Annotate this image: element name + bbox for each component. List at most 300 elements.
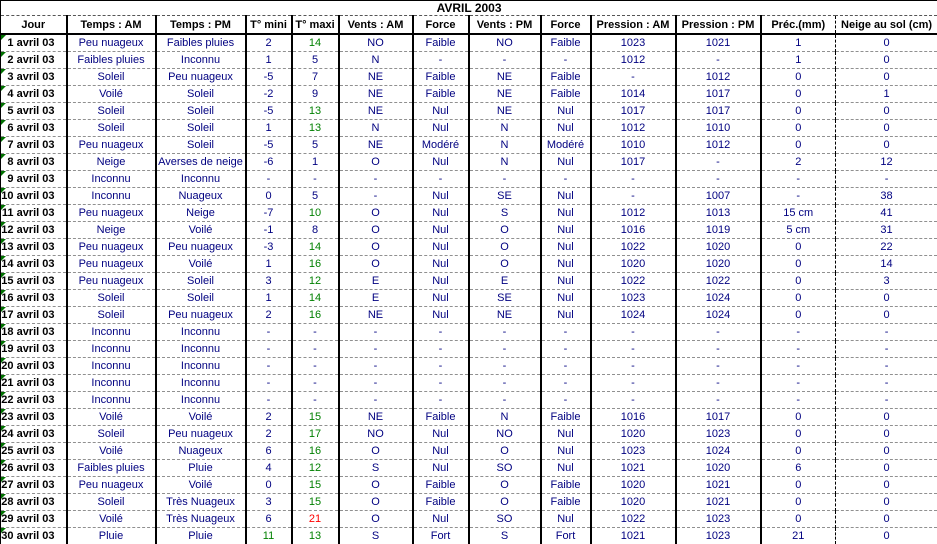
cell-prec-mm[interactable]: - xyxy=(761,358,836,375)
cell-neige-sol[interactable]: 0 xyxy=(836,511,937,528)
cell-t-mini[interactable]: 11 xyxy=(246,528,292,544)
cell-pression-pm[interactable]: 1024 xyxy=(676,290,761,307)
cell-vents-pm[interactable]: NO xyxy=(469,426,541,443)
cell-t-maxi[interactable]: 13 xyxy=(292,103,339,120)
cell-prec-mm[interactable]: - xyxy=(761,341,836,358)
cell-jour[interactable]: 22 avril 03 xyxy=(1,392,67,409)
cell-t-mini[interactable]: 2 xyxy=(246,409,292,426)
cell-temps-pm[interactable]: Neige xyxy=(156,205,246,222)
cell-force-pm[interactable]: - xyxy=(541,392,591,409)
cell-force-pm[interactable]: - xyxy=(541,171,591,188)
cell-force-pm[interactable]: Faible xyxy=(541,409,591,426)
cell-jour[interactable]: 17 avril 03 xyxy=(1,307,67,324)
cell-neige-sol[interactable]: 22 xyxy=(836,239,937,256)
cell-vents-am[interactable]: O xyxy=(339,256,413,273)
cell-temps-am[interactable]: Soleil xyxy=(67,120,156,137)
cell-prec-mm[interactable]: 0 xyxy=(761,494,836,511)
cell-temps-pm[interactable]: Peu nuageux xyxy=(156,307,246,324)
cell-pression-am[interactable]: - xyxy=(591,324,676,341)
cell-t-maxi[interactable]: 13 xyxy=(292,528,339,544)
cell-vents-pm[interactable]: - xyxy=(469,341,541,358)
cell-force-am[interactable]: Nul xyxy=(413,256,469,273)
cell-vents-pm[interactable]: S xyxy=(469,205,541,222)
cell-prec-mm[interactable]: - xyxy=(761,392,836,409)
cell-jour[interactable]: 6 avril 03 xyxy=(1,120,67,137)
cell-pression-pm[interactable]: - xyxy=(676,171,761,188)
cell-force-am[interactable]: - xyxy=(413,324,469,341)
cell-vents-am[interactable]: N xyxy=(339,120,413,137)
cell-temps-pm[interactable]: Peu nuageux xyxy=(156,69,246,86)
cell-t-mini[interactable]: -5 xyxy=(246,103,292,120)
cell-vents-pm[interactable]: SE xyxy=(469,290,541,307)
cell-temps-am[interactable]: Inconnu xyxy=(67,341,156,358)
cell-t-maxi[interactable]: 5 xyxy=(292,188,339,205)
col-header-t-maxi[interactable]: T° maxi xyxy=(292,16,339,35)
cell-t-maxi[interactable]: 15 xyxy=(292,477,339,494)
cell-vents-pm[interactable]: - xyxy=(469,375,541,392)
cell-force-am[interactable]: Faible xyxy=(413,34,469,52)
cell-force-am[interactable]: Nul xyxy=(413,205,469,222)
cell-pression-pm[interactable]: - xyxy=(676,358,761,375)
cell-neige-sol[interactable]: - xyxy=(836,341,937,358)
cell-prec-mm[interactable]: 0 xyxy=(761,477,836,494)
cell-pression-am[interactable]: 1016 xyxy=(591,409,676,426)
cell-temps-am[interactable]: Peu nuageux xyxy=(67,137,156,154)
cell-force-pm[interactable]: Nul xyxy=(541,239,591,256)
cell-pression-am[interactable]: - xyxy=(591,341,676,358)
cell-t-mini[interactable]: 1 xyxy=(246,290,292,307)
cell-neige-sol[interactable]: 0 xyxy=(836,460,937,477)
cell-vents-pm[interactable]: O xyxy=(469,443,541,460)
cell-prec-mm[interactable]: 15 cm xyxy=(761,205,836,222)
cell-t-mini[interactable]: 0 xyxy=(246,188,292,205)
cell-jour[interactable]: 2 avril 03 xyxy=(1,52,67,69)
cell-jour[interactable]: 24 avril 03 xyxy=(1,426,67,443)
cell-pression-am[interactable]: 1020 xyxy=(591,256,676,273)
cell-pression-pm[interactable]: 1023 xyxy=(676,426,761,443)
cell-force-am[interactable]: Nul xyxy=(413,222,469,239)
cell-force-pm[interactable]: Nul xyxy=(541,256,591,273)
cell-pression-pm[interactable]: 1021 xyxy=(676,494,761,511)
cell-temps-pm[interactable]: Faibles pluies xyxy=(156,34,246,52)
col-header-force-am[interactable]: Force xyxy=(413,16,469,35)
cell-t-mini[interactable]: 4 xyxy=(246,460,292,477)
cell-pression-am[interactable]: 1021 xyxy=(591,460,676,477)
cell-pression-pm[interactable]: 1023 xyxy=(676,511,761,528)
col-header-vents-am[interactable]: Vents : AM xyxy=(339,16,413,35)
cell-jour[interactable]: 19 avril 03 xyxy=(1,341,67,358)
cell-force-am[interactable]: Nul xyxy=(413,154,469,171)
cell-vents-am[interactable]: O xyxy=(339,205,413,222)
cell-jour[interactable]: 21 avril 03 xyxy=(1,375,67,392)
cell-neige-sol[interactable]: 0 xyxy=(836,34,937,52)
cell-neige-sol[interactable]: 0 xyxy=(836,528,937,544)
cell-t-maxi[interactable]: 14 xyxy=(292,290,339,307)
cell-vents-pm[interactable]: - xyxy=(469,324,541,341)
cell-t-maxi[interactable]: - xyxy=(292,324,339,341)
cell-pression-am[interactable]: 1023 xyxy=(591,290,676,307)
cell-pression-am[interactable]: 1012 xyxy=(591,52,676,69)
cell-pression-pm[interactable]: 1021 xyxy=(676,477,761,494)
cell-t-mini[interactable]: 2 xyxy=(246,307,292,324)
cell-vents-am[interactable]: E xyxy=(339,290,413,307)
cell-temps-pm[interactable]: Inconnu xyxy=(156,52,246,69)
cell-force-am[interactable]: Faible xyxy=(413,69,469,86)
cell-temps-pm[interactable]: Peu nuageux xyxy=(156,426,246,443)
cell-vents-am[interactable]: - xyxy=(339,341,413,358)
cell-force-pm[interactable]: Faible xyxy=(541,34,591,52)
cell-jour[interactable]: 4 avril 03 xyxy=(1,86,67,103)
cell-temps-pm[interactable]: Nuageux xyxy=(156,188,246,205)
cell-prec-mm[interactable]: - xyxy=(761,324,836,341)
cell-t-mini[interactable]: - xyxy=(246,341,292,358)
cell-force-am[interactable]: Nul xyxy=(413,307,469,324)
cell-vents-pm[interactable]: - xyxy=(469,52,541,69)
cell-pression-am[interactable]: 1010 xyxy=(591,137,676,154)
cell-neige-sol[interactable]: - xyxy=(836,375,937,392)
cell-vents-pm[interactable]: O xyxy=(469,222,541,239)
cell-jour[interactable]: 13 avril 03 xyxy=(1,239,67,256)
cell-pression-am[interactable]: 1012 xyxy=(591,205,676,222)
cell-vents-am[interactable]: NE xyxy=(339,137,413,154)
cell-pression-pm[interactable]: 1021 xyxy=(676,34,761,52)
cell-t-maxi[interactable]: 12 xyxy=(292,273,339,290)
cell-t-mini[interactable]: 1 xyxy=(246,120,292,137)
cell-vents-pm[interactable]: N xyxy=(469,137,541,154)
cell-neige-sol[interactable]: 0 xyxy=(836,307,937,324)
cell-t-maxi[interactable]: 5 xyxy=(292,137,339,154)
cell-vents-pm[interactable]: NE xyxy=(469,307,541,324)
cell-force-pm[interactable]: - xyxy=(541,341,591,358)
cell-temps-am[interactable]: Soleil xyxy=(67,103,156,120)
cell-pression-pm[interactable]: - xyxy=(676,375,761,392)
cell-temps-pm[interactable]: Inconnu xyxy=(156,171,246,188)
cell-force-am[interactable]: Nul xyxy=(413,120,469,137)
cell-temps-pm[interactable]: Soleil xyxy=(156,86,246,103)
cell-force-pm[interactable]: Nul xyxy=(541,154,591,171)
cell-neige-sol[interactable]: 0 xyxy=(836,137,937,154)
cell-vents-pm[interactable]: SO xyxy=(469,511,541,528)
cell-vents-am[interactable]: - xyxy=(339,188,413,205)
cell-temps-am[interactable]: Pluie xyxy=(67,528,156,544)
cell-prec-mm[interactable]: 0 xyxy=(761,273,836,290)
cell-neige-sol[interactable]: 14 xyxy=(836,256,937,273)
cell-temps-am[interactable]: Inconnu xyxy=(67,324,156,341)
cell-vents-am[interactable]: N xyxy=(339,52,413,69)
cell-temps-pm[interactable]: Soleil xyxy=(156,103,246,120)
cell-vents-pm[interactable]: E xyxy=(469,273,541,290)
cell-vents-pm[interactable]: NE xyxy=(469,69,541,86)
cell-prec-mm[interactable]: 0 xyxy=(761,86,836,103)
cell-temps-am[interactable]: Peu nuageux xyxy=(67,477,156,494)
cell-t-maxi[interactable]: 16 xyxy=(292,443,339,460)
col-header-pression-am[interactable]: Pression : AM xyxy=(591,16,676,35)
cell-temps-pm[interactable]: Très Nuageux xyxy=(156,511,246,528)
cell-t-maxi[interactable]: 21 xyxy=(292,511,339,528)
cell-pression-am[interactable]: - xyxy=(591,188,676,205)
cell-vents-pm[interactable]: O xyxy=(469,239,541,256)
cell-vents-pm[interactable]: NO xyxy=(469,34,541,52)
cell-jour[interactable]: 3 avril 03 xyxy=(1,69,67,86)
cell-neige-sol[interactable]: 0 xyxy=(836,426,937,443)
cell-jour[interactable]: 18 avril 03 xyxy=(1,324,67,341)
cell-jour[interactable]: 29 avril 03 xyxy=(1,511,67,528)
col-header-t-mini[interactable]: T° mini xyxy=(246,16,292,35)
cell-t-mini[interactable]: 1 xyxy=(246,256,292,273)
cell-neige-sol[interactable]: 0 xyxy=(836,443,937,460)
cell-jour[interactable]: 1 avril 03 xyxy=(1,34,67,52)
cell-pression-pm[interactable]: 1013 xyxy=(676,205,761,222)
cell-force-pm[interactable]: Nul xyxy=(541,460,591,477)
cell-vents-pm[interactable]: - xyxy=(469,171,541,188)
cell-force-pm[interactable]: - xyxy=(541,375,591,392)
cell-prec-mm[interactable]: 5 cm xyxy=(761,222,836,239)
cell-vents-am[interactable]: NE xyxy=(339,86,413,103)
cell-temps-am[interactable]: Voilé xyxy=(67,409,156,426)
cell-pression-pm[interactable]: 1017 xyxy=(676,103,761,120)
cell-jour[interactable]: 8 avril 03 xyxy=(1,154,67,171)
cell-vents-am[interactable]: O xyxy=(339,494,413,511)
cell-temps-am[interactable]: Soleil xyxy=(67,494,156,511)
cell-vents-am[interactable]: O xyxy=(339,239,413,256)
cell-force-pm[interactable]: Faible xyxy=(541,69,591,86)
cell-force-pm[interactable]: Nul xyxy=(541,205,591,222)
cell-t-mini[interactable]: 2 xyxy=(246,426,292,443)
cell-neige-sol[interactable]: 31 xyxy=(836,222,937,239)
cell-t-maxi[interactable]: 16 xyxy=(292,307,339,324)
cell-neige-sol[interactable]: 12 xyxy=(836,154,937,171)
cell-pression-pm[interactable]: 1020 xyxy=(676,256,761,273)
cell-pression-pm[interactable]: 1017 xyxy=(676,86,761,103)
cell-vents-pm[interactable]: SE xyxy=(469,188,541,205)
cell-jour[interactable]: 15 avril 03 xyxy=(1,273,67,290)
cell-vents-pm[interactable]: N xyxy=(469,409,541,426)
cell-jour[interactable]: 5 avril 03 xyxy=(1,103,67,120)
cell-temps-am[interactable]: Neige xyxy=(67,222,156,239)
cell-t-maxi[interactable]: 14 xyxy=(292,34,339,52)
cell-pression-am[interactable]: 1022 xyxy=(591,511,676,528)
cell-vents-am[interactable]: O xyxy=(339,222,413,239)
cell-vents-am[interactable]: NE xyxy=(339,307,413,324)
cell-t-maxi[interactable]: - xyxy=(292,358,339,375)
cell-neige-sol[interactable]: 0 xyxy=(836,409,937,426)
cell-force-am[interactable]: - xyxy=(413,375,469,392)
cell-temps-am[interactable]: Peu nuageux xyxy=(67,239,156,256)
cell-force-pm[interactable]: Nul xyxy=(541,120,591,137)
cell-force-am[interactable]: Nul xyxy=(413,290,469,307)
cell-pression-am[interactable]: - xyxy=(591,375,676,392)
cell-force-am[interactable]: Faible xyxy=(413,477,469,494)
cell-force-pm[interactable]: Nul xyxy=(541,290,591,307)
cell-t-maxi[interactable]: 13 xyxy=(292,120,339,137)
cell-pression-pm[interactable]: 1020 xyxy=(676,239,761,256)
cell-jour[interactable]: 16 avril 03 xyxy=(1,290,67,307)
cell-pression-am[interactable]: - xyxy=(591,69,676,86)
cell-neige-sol[interactable]: 0 xyxy=(836,494,937,511)
cell-pression-pm[interactable]: - xyxy=(676,324,761,341)
cell-force-pm[interactable]: - xyxy=(541,324,591,341)
cell-temps-pm[interactable]: Voilé xyxy=(156,477,246,494)
cell-neige-sol[interactable]: - xyxy=(836,324,937,341)
cell-force-pm[interactable]: Nul xyxy=(541,222,591,239)
cell-temps-am[interactable]: Peu nuageux xyxy=(67,34,156,52)
cell-neige-sol[interactable]: 1 xyxy=(836,86,937,103)
cell-pression-pm[interactable]: 1022 xyxy=(676,273,761,290)
cell-force-pm[interactable]: Nul xyxy=(541,188,591,205)
cell-neige-sol[interactable]: 0 xyxy=(836,120,937,137)
cell-force-am[interactable]: Nul xyxy=(413,188,469,205)
cell-force-am[interactable]: - xyxy=(413,171,469,188)
cell-t-mini[interactable]: - xyxy=(246,392,292,409)
cell-pression-am[interactable]: 1022 xyxy=(591,273,676,290)
cell-pression-am[interactable]: 1012 xyxy=(591,120,676,137)
cell-pression-am[interactable]: - xyxy=(591,392,676,409)
col-header-force-pm[interactable]: Force xyxy=(541,16,591,35)
cell-temps-pm[interactable]: Inconnu xyxy=(156,341,246,358)
cell-force-am[interactable]: - xyxy=(413,52,469,69)
cell-vents-am[interactable]: O xyxy=(339,477,413,494)
cell-vents-am[interactable]: NO xyxy=(339,34,413,52)
cell-temps-am[interactable]: Inconnu xyxy=(67,188,156,205)
cell-neige-sol[interactable]: 0 xyxy=(836,52,937,69)
cell-pression-pm[interactable]: 1017 xyxy=(676,409,761,426)
cell-t-mini[interactable]: - xyxy=(246,324,292,341)
cell-temps-pm[interactable]: Soleil xyxy=(156,120,246,137)
cell-t-mini[interactable]: 3 xyxy=(246,273,292,290)
cell-force-pm[interactable]: Nul xyxy=(541,307,591,324)
cell-pression-pm[interactable]: 1024 xyxy=(676,307,761,324)
cell-pression-pm[interactable]: 1012 xyxy=(676,69,761,86)
cell-temps-am[interactable]: Soleil xyxy=(67,307,156,324)
cell-temps-am[interactable]: Inconnu xyxy=(67,392,156,409)
col-header-prec-mm[interactable]: Préc.(mm) xyxy=(761,16,836,35)
cell-t-maxi[interactable]: 15 xyxy=(292,409,339,426)
cell-vents-am[interactable]: O xyxy=(339,443,413,460)
cell-temps-pm[interactable]: Inconnu xyxy=(156,358,246,375)
cell-t-mini[interactable]: -1 xyxy=(246,222,292,239)
cell-jour[interactable]: 23 avril 03 xyxy=(1,409,67,426)
cell-vents-am[interactable]: - xyxy=(339,358,413,375)
cell-prec-mm[interactable]: 0 xyxy=(761,307,836,324)
cell-force-pm[interactable]: - xyxy=(541,358,591,375)
cell-t-mini[interactable]: - xyxy=(246,375,292,392)
cell-neige-sol[interactable]: 41 xyxy=(836,205,937,222)
cell-prec-mm[interactable]: 1 xyxy=(761,52,836,69)
cell-pression-pm[interactable]: - xyxy=(676,52,761,69)
cell-t-maxi[interactable]: 14 xyxy=(292,239,339,256)
cell-force-am[interactable]: Fort xyxy=(413,528,469,544)
cell-force-pm[interactable]: Nul xyxy=(541,273,591,290)
cell-vents-pm[interactable]: - xyxy=(469,358,541,375)
cell-temps-pm[interactable]: Inconnu xyxy=(156,392,246,409)
cell-jour[interactable]: 14 avril 03 xyxy=(1,256,67,273)
cell-force-pm[interactable]: Faible xyxy=(541,477,591,494)
cell-force-am[interactable]: Modéré xyxy=(413,137,469,154)
cell-jour[interactable]: 12 avril 03 xyxy=(1,222,67,239)
cell-force-am[interactable]: - xyxy=(413,358,469,375)
cell-force-pm[interactable]: Modéré xyxy=(541,137,591,154)
cell-force-am[interactable]: Nul xyxy=(413,460,469,477)
cell-t-mini[interactable]: 6 xyxy=(246,443,292,460)
cell-t-maxi[interactable]: 9 xyxy=(292,86,339,103)
cell-vents-am[interactable]: O xyxy=(339,511,413,528)
cell-force-pm[interactable]: Fort xyxy=(541,528,591,544)
cell-jour[interactable]: 27 avril 03 xyxy=(1,477,67,494)
cell-vents-am[interactable]: S xyxy=(339,528,413,544)
cell-temps-pm[interactable]: Soleil xyxy=(156,137,246,154)
cell-t-mini[interactable]: 3 xyxy=(246,494,292,511)
cell-force-am[interactable]: Nul xyxy=(413,511,469,528)
cell-temps-am[interactable]: Soleil xyxy=(67,290,156,307)
cell-pression-am[interactable]: 1020 xyxy=(591,494,676,511)
cell-temps-am[interactable]: Faibles pluies xyxy=(67,460,156,477)
cell-prec-mm[interactable]: 0 xyxy=(761,69,836,86)
cell-prec-mm[interactable]: 0 xyxy=(761,443,836,460)
cell-vents-am[interactable]: NE xyxy=(339,409,413,426)
cell-pression-pm[interactable]: 1010 xyxy=(676,120,761,137)
col-header-temps-pm[interactable]: Temps : PM xyxy=(156,16,246,35)
col-header-temps-am[interactable]: Temps : AM xyxy=(67,16,156,35)
cell-prec-mm[interactable]: 0 xyxy=(761,511,836,528)
cell-temps-am[interactable]: Voilé xyxy=(67,511,156,528)
cell-prec-mm[interactable]: 0 xyxy=(761,137,836,154)
cell-temps-am[interactable]: Faibles pluies xyxy=(67,52,156,69)
cell-jour[interactable]: 10 avril 03 xyxy=(1,188,67,205)
cell-jour[interactable]: 30 avril 03 xyxy=(1,528,67,544)
cell-temps-pm[interactable]: Inconnu xyxy=(156,375,246,392)
cell-temps-am[interactable]: Soleil xyxy=(67,426,156,443)
cell-force-pm[interactable]: Nul xyxy=(541,426,591,443)
cell-pression-am[interactable]: 1023 xyxy=(591,34,676,52)
cell-prec-mm[interactable]: 21 xyxy=(761,528,836,544)
cell-vents-pm[interactable]: SO xyxy=(469,460,541,477)
cell-jour[interactable]: 7 avril 03 xyxy=(1,137,67,154)
col-header-pression-pm[interactable]: Pression : PM xyxy=(676,16,761,35)
cell-temps-pm[interactable]: Voilé xyxy=(156,222,246,239)
cell-prec-mm[interactable]: 0 xyxy=(761,409,836,426)
cell-neige-sol[interactable]: 0 xyxy=(836,69,937,86)
cell-prec-mm[interactable]: 0 xyxy=(761,426,836,443)
cell-t-maxi[interactable]: 1 xyxy=(292,154,339,171)
cell-jour[interactable]: 25 avril 03 xyxy=(1,443,67,460)
cell-force-am[interactable]: - xyxy=(413,392,469,409)
cell-prec-mm[interactable]: 0 xyxy=(761,120,836,137)
cell-jour[interactable]: 20 avril 03 xyxy=(1,358,67,375)
cell-temps-am[interactable]: Soleil xyxy=(67,69,156,86)
cell-vents-am[interactable]: E xyxy=(339,273,413,290)
cell-t-mini[interactable]: -5 xyxy=(246,69,292,86)
cell-force-am[interactable]: Nul xyxy=(413,103,469,120)
cell-pression-am[interactable]: 1024 xyxy=(591,307,676,324)
cell-t-mini[interactable]: 2 xyxy=(246,34,292,52)
cell-neige-sol[interactable]: - xyxy=(836,392,937,409)
cell-force-am[interactable]: Faible xyxy=(413,86,469,103)
cell-temps-pm[interactable]: Très Nuageux xyxy=(156,494,246,511)
cell-pression-pm[interactable]: 1020 xyxy=(676,460,761,477)
cell-vents-pm[interactable]: O xyxy=(469,477,541,494)
cell-pression-pm[interactable]: 1007 xyxy=(676,188,761,205)
cell-temps-pm[interactable]: Voilé xyxy=(156,256,246,273)
cell-pression-am[interactable]: - xyxy=(591,171,676,188)
cell-vents-pm[interactable]: N xyxy=(469,154,541,171)
cell-t-maxi[interactable]: - xyxy=(292,171,339,188)
cell-t-maxi[interactable]: 5 xyxy=(292,52,339,69)
cell-pression-pm[interactable]: 1024 xyxy=(676,443,761,460)
cell-t-maxi[interactable]: 12 xyxy=(292,460,339,477)
cell-t-mini[interactable]: -2 xyxy=(246,86,292,103)
cell-neige-sol[interactable]: 38 xyxy=(836,188,937,205)
cell-temps-pm[interactable]: Soleil xyxy=(156,273,246,290)
